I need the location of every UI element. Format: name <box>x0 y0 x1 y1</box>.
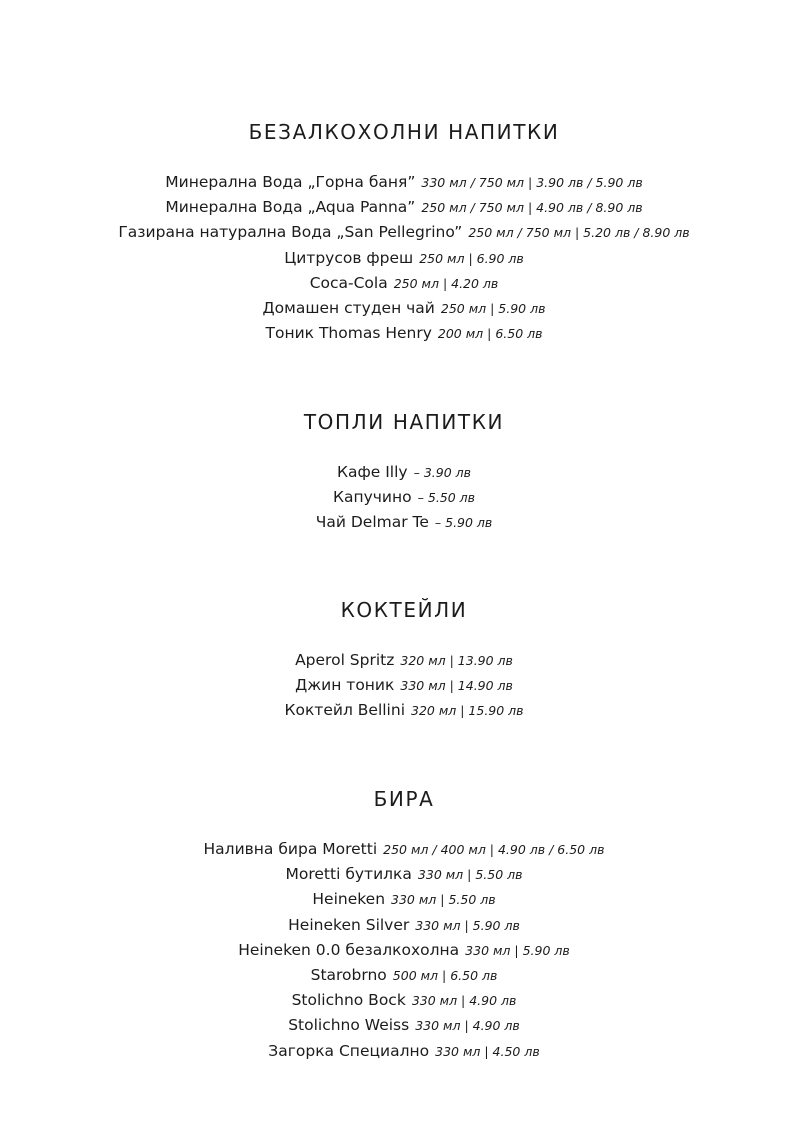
menu-item <box>0 937 808 962</box>
menu-item <box>0 459 808 484</box>
section-title: БЕЗАЛКОХОЛНИ НАПИТКИ <box>248 120 560 144</box>
menu-list <box>0 836 808 1063</box>
item-details: 250 мл / 750 мл | 4.90 лв / 8.90 лв <box>421 200 643 216</box>
menu-item <box>0 912 808 937</box>
item-name: Heineken Silver <box>288 915 410 934</box>
item-details: 330 мл | 5.50 лв <box>391 892 496 908</box>
menu-item <box>0 1012 808 1037</box>
item-details: – 5.50 лв <box>417 490 476 506</box>
item-details: – 5.90 лв <box>434 515 493 531</box>
section-title: ТОПЛИ НАПИТКИ <box>303 410 505 434</box>
menu-item <box>0 987 808 1012</box>
menu-item <box>0 962 808 987</box>
item-name: Stolichno Weiss <box>288 1016 410 1035</box>
item-name: Aperol Spritz <box>295 651 395 669</box>
item-name: Heineken <box>312 890 386 909</box>
menu-item <box>0 245 808 270</box>
item-details: 320 мл | 15.90 лв <box>411 703 524 719</box>
item-details: 330 мл | 4.90 лв <box>415 1018 520 1034</box>
section-soft-drinks <box>0 120 808 345</box>
item-details: 330 мл | 14.90 лв <box>400 678 513 694</box>
item-name: Moretti бутилка <box>285 865 412 884</box>
menu-item <box>0 836 808 861</box>
menu-item <box>0 320 808 345</box>
item-name: Heineken 0.0 безалкохолна <box>238 940 460 959</box>
item-name: Загорка Специално <box>268 1041 430 1060</box>
item-name: Газирана натурална Вода „San Pellegrino” <box>118 223 463 242</box>
item-name: Starobrno <box>310 965 387 984</box>
item-details: 200 мл | 6.50 лв <box>437 326 543 342</box>
menu-item <box>0 270 808 295</box>
menu-item <box>0 861 808 886</box>
menu-item <box>0 886 808 911</box>
item-name: Джин тоник <box>295 676 395 695</box>
section-title: БИРА <box>373 787 435 811</box>
item-details: 330 мл / 750 мл | 3.90 лв / 5.90 лв <box>421 175 643 190</box>
item-details: 330 мл | 4.90 лв <box>411 993 517 1009</box>
section-cocktails <box>0 598 808 723</box>
section-beer <box>0 787 808 1063</box>
menu-item <box>0 484 808 509</box>
item-details: 330 мл | 5.90 лв <box>415 917 520 933</box>
item-details: 250 мл / 750 мл | 5.20 лв / 8.90 лв <box>468 225 690 241</box>
menu-list <box>0 459 808 535</box>
item-name: Чай Delmar Te <box>315 513 429 532</box>
item-details: 330 мл | 4.50 лв <box>435 1043 540 1059</box>
item-details: 500 мл | 6.50 лв <box>392 967 498 983</box>
menu-item <box>0 647 808 672</box>
item-name: Наливна бира Moretti <box>203 840 378 858</box>
menu-item <box>0 219 808 244</box>
section-hot-drinks <box>0 410 808 535</box>
section-title: КОКТЕЙЛИ <box>340 598 468 622</box>
item-name: Цитрусов фреш <box>284 248 414 267</box>
item-name: Coca-Cola <box>309 273 388 292</box>
item-details: 330 мл | 5.90 лв <box>465 942 570 958</box>
menu-item <box>0 295 808 320</box>
item-name: Капучино <box>332 488 412 507</box>
menu-item <box>0 1038 808 1063</box>
item-name: Минерална Вода „Горна баня” <box>165 173 416 191</box>
item-details: – 3.90 лв <box>413 465 471 480</box>
menu-list <box>0 169 808 345</box>
menu-item <box>0 509 808 534</box>
item-details: 320 мл | 13.90 лв <box>400 653 513 668</box>
item-details: 330 мл | 5.50 лв <box>417 867 523 883</box>
menu-item <box>0 169 808 194</box>
item-details: 250 мл | 5.90 лв <box>440 300 546 316</box>
menu-item <box>0 194 808 219</box>
item-details: 250 мл / 400 мл | 4.90 лв / 6.50 лв <box>383 842 605 857</box>
item-name: Кафе Illy <box>337 463 408 481</box>
item-name: Тоник Thomas Henry <box>265 324 432 343</box>
item-name: Минерална Вода „Aqua Panna” <box>165 198 416 217</box>
item-name: Stolichno Bock <box>291 991 406 1010</box>
item-name: Коктейл Bellini <box>284 701 405 720</box>
menu-list <box>0 647 808 723</box>
item-details: 250 мл | 6.90 лв <box>419 250 524 266</box>
item-name: Домашен студен чай <box>262 298 435 317</box>
menu-item <box>0 697 808 722</box>
menu-item <box>0 672 808 697</box>
item-details: 250 мл | 4.20 лв <box>393 275 499 291</box>
